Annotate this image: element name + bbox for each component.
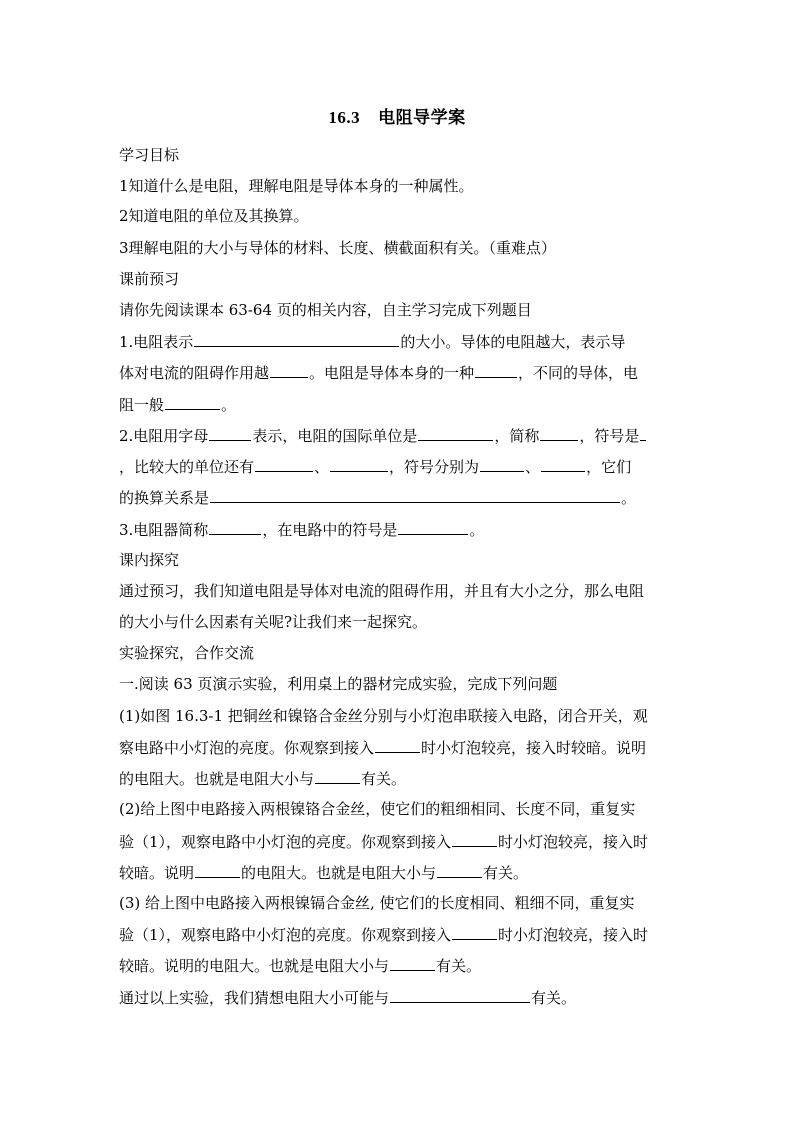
e2-text-a: 验（1），观察电路中小灯泡的亮度。你观察到接入	[119, 833, 452, 851]
e2-text-d: 的电阻大。也就是电阻大小与	[241, 864, 437, 882]
section-explore-heading: 课内探究	[119, 551, 180, 569]
q1-blank-3[interactable]	[475, 362, 517, 378]
q2-blank-3[interactable]	[540, 425, 578, 441]
e2-blank-3[interactable]	[437, 862, 482, 878]
e2-blank-1[interactable]	[452, 831, 497, 847]
q3-line-1	[119, 519, 679, 540]
e2-blank-2[interactable]	[195, 862, 240, 878]
e1-blank-1[interactable]	[375, 737, 420, 753]
q2-text-b: 表示，电阻的国际单位是	[252, 427, 418, 445]
q1-text-b: 的大小。导体的电阻越大，表示导	[400, 333, 626, 351]
q2-text-g: ，符号分别为	[389, 458, 480, 476]
e3-blank-2[interactable]	[390, 955, 435, 971]
e2-line-3	[119, 862, 679, 883]
e3-line-3	[119, 955, 679, 976]
q1-blank-1[interactable]	[194, 331, 399, 347]
section-goals-heading: 学习目标	[119, 146, 180, 164]
q1-text-f: 阻一般	[119, 396, 165, 414]
e3-line-2	[119, 924, 679, 945]
q2-text-d: ，符号是	[579, 427, 640, 445]
q2-text-f: 、	[314, 458, 330, 476]
e2-text-e: 有关。	[483, 864, 529, 882]
e1-text-a: 察电路中小灯泡的亮度。你观察到接入	[119, 739, 375, 757]
conclusion-text-a: 通过以上实验，我们猜想电阻大小可能与	[119, 989, 390, 1007]
q2-blank-8[interactable]	[541, 456, 585, 472]
section-preview-heading: 课前预习	[119, 270, 180, 288]
e1-text-c: 的电阻大。也就是电阻大小与	[119, 770, 315, 788]
q3-blank-1[interactable]	[209, 519, 261, 535]
q2-blank-4[interactable]	[640, 425, 646, 441]
q3-blank-2[interactable]	[398, 519, 468, 535]
e1-text-b: 时小灯泡较亮，接入时较暗。说明	[421, 739, 647, 757]
q2-text-a: 2.电阻用字母	[119, 427, 209, 445]
q1-text-a: 1.电阻表示	[119, 333, 194, 351]
page-title	[0, 103, 794, 128]
q2-line-3	[119, 487, 679, 508]
q1-text-d: 。电阻是导体本身的一种	[309, 364, 475, 382]
q2-text-c: ，简称	[494, 427, 540, 445]
explore-paragraph-line-1: 通过预习，我们知道电阻是导体对电流的阻碍作用，并且有大小之分，那么电阻	[119, 582, 645, 600]
e3-text-b: 时小灯泡较亮，接入时	[498, 926, 649, 944]
e1-line-1: (1)如图 16.3-1 把铜丝和镍铬合金丝分别与小灯泡串联接入电路，闭合开关，观	[119, 707, 648, 725]
e1-line-3	[119, 768, 679, 789]
q2-blank-7[interactable]	[480, 456, 524, 472]
e2-line-2	[119, 831, 679, 852]
q2-text-j: 的换算关系是	[119, 489, 210, 507]
q2-blank-6[interactable]	[330, 456, 388, 472]
q1-blank-4[interactable]	[165, 394, 220, 410]
explore-paragraph-line-2: 的大小与什么因素有关呢?让我们来一起探究。	[119, 613, 428, 631]
e3-text-c: 较暗。说明的电阻大。也就是电阻大小与	[119, 957, 390, 975]
goal-1: 1知道什么是电阻，理解电阻是导体本身的一种属性。	[119, 177, 474, 195]
preview-intro: 请你先阅读课本 63-64 页的相关内容，自主学习完成下列题目	[119, 301, 532, 319]
q3-text-c: 。	[469, 521, 485, 539]
e2-text-c: 较暗。说明	[119, 864, 195, 882]
conclusion-line	[119, 987, 679, 1008]
q2-blank-9[interactable]	[210, 487, 620, 503]
e3-text-a: 验（1），观察电路中小灯泡的亮度。你观察到接入	[119, 926, 452, 944]
q2-blank-1[interactable]	[209, 425, 251, 441]
q1-text-g: 。	[221, 396, 237, 414]
goal-2: 2知道电阻的单位及其换算。	[119, 207, 309, 225]
e3-line-1: (3) 给上图中电路接入两根镍镉合金丝, 使它们的长度相同、粗细不同，重复实	[119, 894, 635, 912]
q1-line-2	[119, 362, 679, 383]
e2-text-b: 时小灯泡较亮，接入时	[498, 833, 649, 851]
q2-blank-5[interactable]	[255, 456, 313, 472]
e2-line-1: (2)给上图中电路接入两根镍铬合金丝，使它们的粗细相同、长度不同，重复实	[119, 800, 636, 818]
e3-text-d: 有关。	[436, 957, 482, 975]
q2-text-i: ，它们	[586, 458, 632, 476]
q1-line-1	[119, 331, 679, 352]
q2-blank-2[interactable]	[418, 425, 493, 441]
q1-text-e: ，不同的导体，电	[518, 364, 639, 382]
q2-line-2	[119, 456, 679, 477]
e1-blank-2[interactable]	[315, 768, 360, 784]
q1-line-3	[119, 394, 679, 415]
q2-text-h: 、	[525, 458, 541, 476]
e1-text-d: 有关。	[361, 770, 407, 788]
conclusion-blank[interactable]	[390, 987, 530, 1003]
q3-text-a: 3.电阻器简称	[119, 521, 209, 539]
title-number: 16.3	[328, 108, 361, 127]
title-text: 电阻导学案	[378, 108, 466, 128]
e1-line-2	[119, 737, 679, 758]
q1-text-c: 体对电流的阻碍作用越	[119, 364, 270, 382]
q2-text-k: 。	[621, 489, 637, 507]
experiment-intro: 一.阅读 63 页演示实验，利用桌上的器材完成实验，完成下列问题	[119, 675, 558, 693]
e3-blank-1[interactable]	[452, 924, 497, 940]
q3-text-b: ，在电路中的符号是	[262, 521, 398, 539]
section-experiment-heading: 实验探究，合作交流	[119, 644, 255, 662]
conclusion-text-b: 有关。	[531, 989, 577, 1007]
q2-text-e: ，比较大的单位还有	[119, 458, 255, 476]
q1-blank-2[interactable]	[270, 362, 308, 378]
goal-3: 3理解电阻的大小与导体的材料、长度、横截面积有关。（重难点）	[119, 239, 557, 257]
q2-line-1	[119, 425, 679, 446]
